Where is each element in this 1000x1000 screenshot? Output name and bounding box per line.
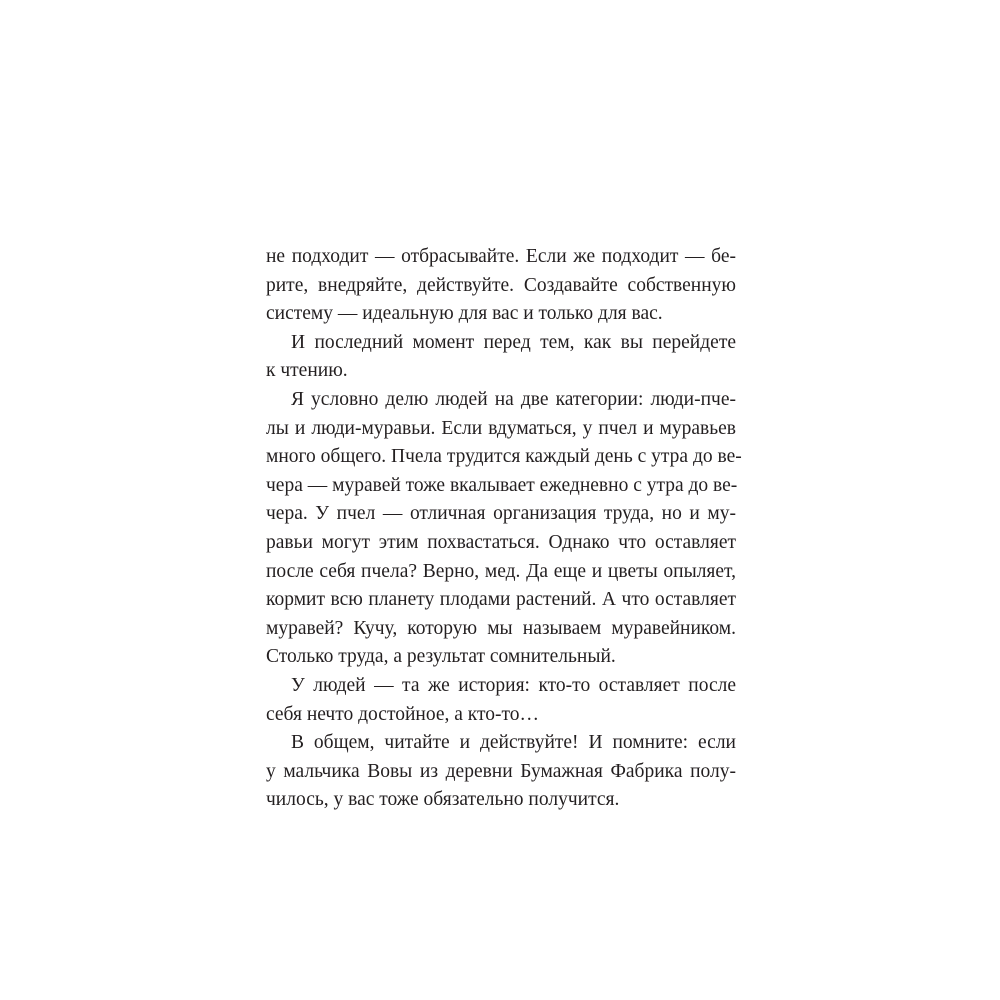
text-line: после себя пчела? Верно, мед. Да еще и цветы опыляет, [266,560,736,582]
document-body [266,243,742,815]
text-line: Столько труда, а результат сомнительный. [266,646,616,668]
text-line: систему — идеальную для вас и только для вас. [266,303,663,325]
text-line: Я условно делю людей на две категории: люди-пче- [291,388,736,410]
text-line: чера — муравей тоже вкалывает ежедневно с утра до ве- [266,474,738,496]
text-line: много общего. Пчела трудится каждый день с утра до ве- [266,446,742,468]
text-line: И последний момент перед тем, как вы перейдете [291,331,736,353]
text-line: себя нечто достойное, а кто-то… [266,703,539,725]
text-line: у мальчика Вовы из деревни Бумажная Фабрика полу- [266,760,736,782]
text-line: лы и люди-муравьи. Если вдуматься, у пчел и муравьев [266,417,736,439]
text-line: В общем, читайте и действуйте! И помните: если [291,732,736,754]
text-line: рите, внедряйте, действуйте. Создавайте собственную [266,274,736,296]
text-line: кормит всю планету плодами растений. А что оставляет [266,589,736,611]
text-line: к чтению. [266,360,348,382]
text-line: чилось, у вас тоже обязательно получится. [266,789,620,811]
text-line: У людей — та же история: кто-то оставляет после [291,674,736,696]
text-line: муравей? Кучу, которую мы называем муравейником. [266,617,736,639]
text-line: чера. У пчел — отличная организация труда, но и му- [266,503,736,525]
text-line: равьи могут этим похвастаться. Однако что оставляет [266,531,736,553]
text-line: не подходит — отбрасывайте. Если же подходит — бе- [266,246,736,267]
